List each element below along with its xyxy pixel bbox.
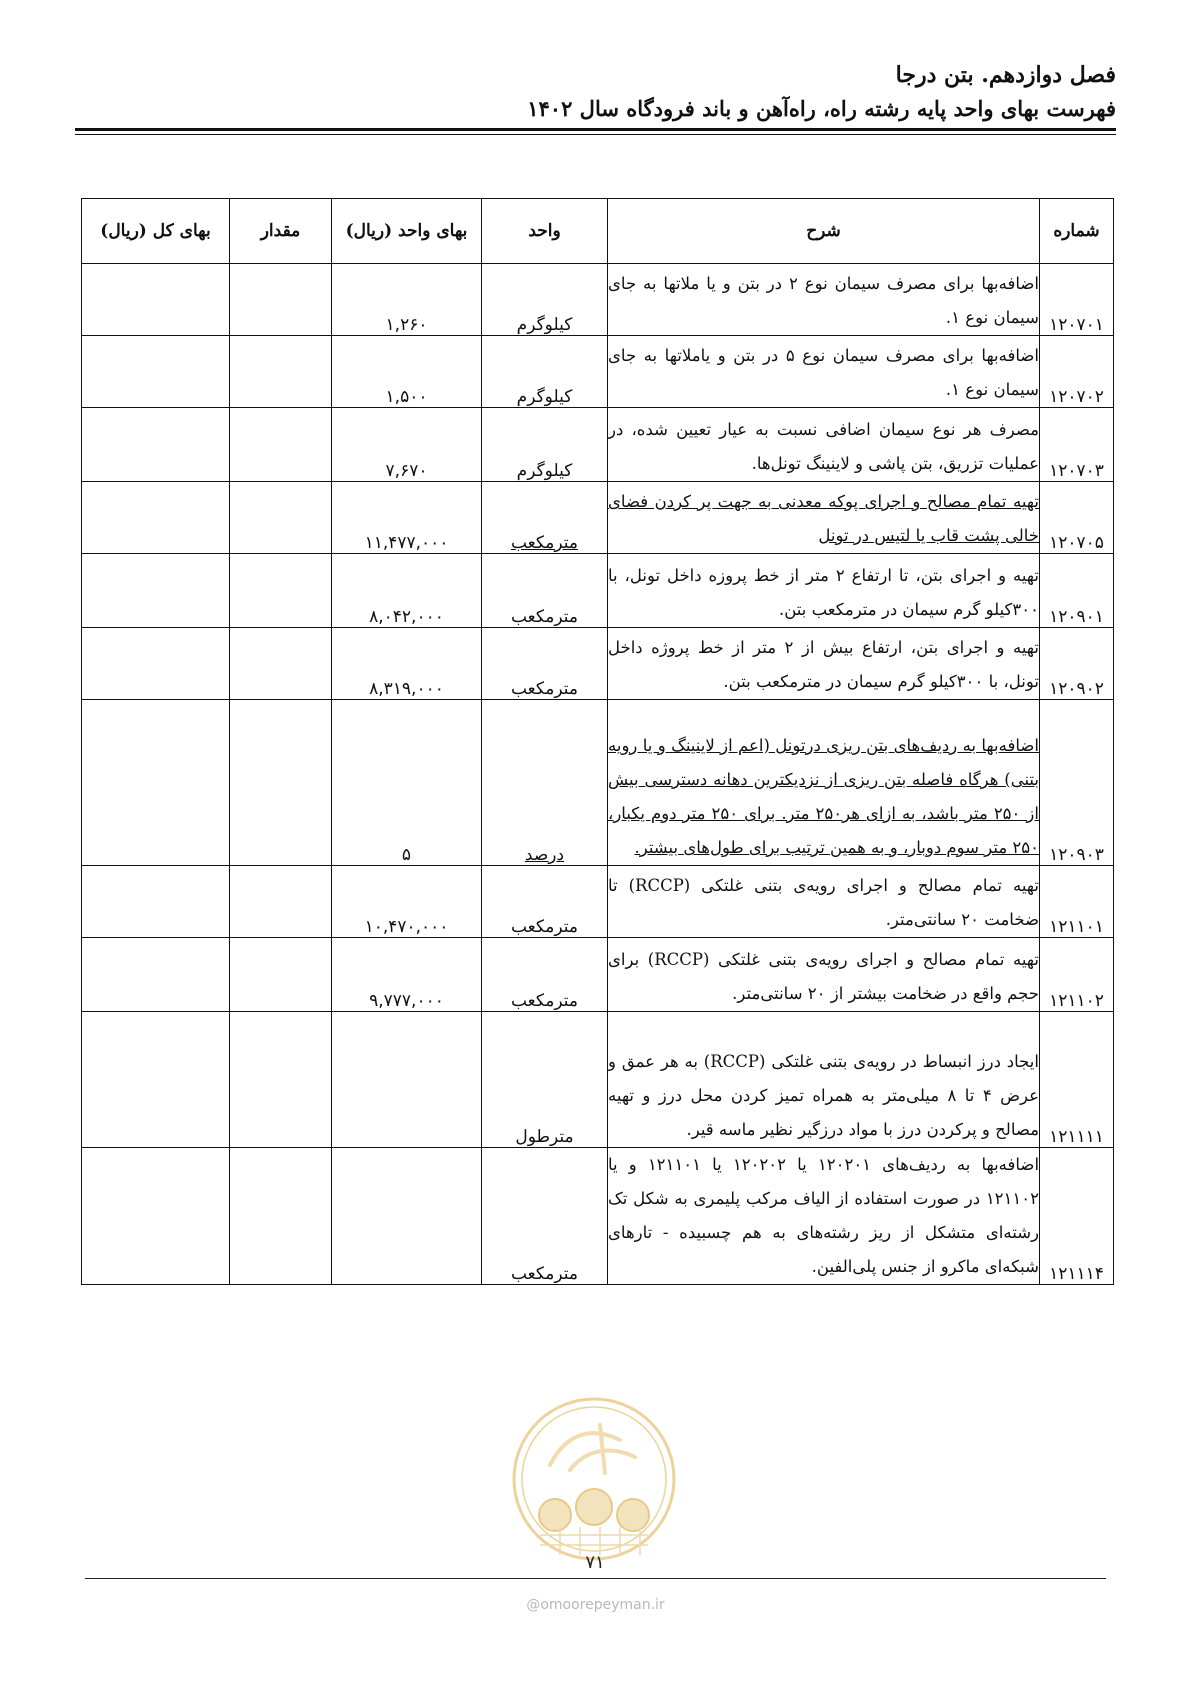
item-number	[1040, 1012, 1114, 1148]
item-total-price	[82, 938, 230, 1012]
item-unit	[482, 1148, 608, 1285]
column-header-unit-price: بهای واحد (ریال)	[332, 199, 482, 264]
item-description-text: مصرف هر نوع سیمان اضافی نسبت به عیار تعیین شده، در عملیات تزریق، بتن پاشی و لاینینگ تونل‌ها.	[608, 420, 1039, 473]
item-description-text: تهیه و اجرای بتن، ارتفاع بیش از ۲ متر از خط پروژه داخل تونل، با ۳۰۰کیلو گرم سیمان در مترمکعب بتن.	[608, 638, 1039, 691]
item-description	[608, 866, 1040, 938]
item-unit-price-text: ۸,۰۴۲,۰۰۰	[369, 607, 444, 627]
item-quantity	[230, 554, 332, 628]
item-number	[1040, 408, 1114, 482]
table-row	[82, 628, 1114, 700]
item-unit	[482, 554, 608, 628]
item-number	[1040, 628, 1114, 700]
item-total-price	[82, 482, 230, 554]
item-quantity	[230, 1148, 332, 1285]
header-rule-thin	[75, 134, 1116, 135]
item-unit-price	[332, 628, 482, 700]
item-quantity	[230, 482, 332, 554]
item-number-text: ۱۲۱۱۱۱	[1049, 1127, 1104, 1147]
item-number	[1040, 482, 1114, 554]
table-row	[82, 1148, 1114, 1285]
item-unit-price	[332, 1148, 482, 1285]
table-row	[82, 1012, 1114, 1148]
table-row	[82, 408, 1114, 482]
item-unit-price	[332, 264, 482, 336]
table-row	[82, 866, 1114, 938]
item-unit-text: مترمکعب	[510, 917, 578, 937]
item-unit-text: مترمکعب	[510, 991, 578, 1011]
item-description-text: اضافه‌بها به ردیف‌های ۱۲۰۲۰۱ یا ۱۲۰۲۰۲ یا ۱۲۱۱۰۱ و یا ۱۲۱۱۰۲ در صورت استفاده از الیاف مرکب پلیمری به شکل تک رشته‌ای متشکل از ریز رشته‌های به هم چسبیده - تارهای شبکه‌ای ماکرو از جنس پلی‌الفین.	[608, 1155, 1040, 1276]
column-header-description: شرح	[608, 199, 1040, 264]
item-unit-text: مترطول	[515, 1127, 574, 1147]
table-row	[82, 938, 1114, 1012]
item-number-text: ۱۲۰۷۰۵	[1049, 533, 1104, 553]
item-unit	[482, 336, 608, 408]
item-quantity	[230, 628, 332, 700]
item-number	[1040, 554, 1114, 628]
item-number	[1040, 700, 1114, 866]
item-unit-text: درصد	[524, 845, 565, 865]
item-unit-text: مترمکعب	[510, 679, 578, 699]
column-header-quantity: مقدار	[230, 199, 332, 264]
item-total-price	[82, 554, 230, 628]
item-description	[608, 628, 1040, 700]
item-description-text: ایجاد درز انبساط در رویه‌ی بتنی غلتکی (RCCP) به هر عمق و عرض ۴ تا ۸ میلی‌متر به همراه تمیز کردن محل درز و تهیه مصالح و پرکردن درز با مواد درزگیر نظیر ماسه قیر.	[608, 1052, 1039, 1139]
item-description	[608, 482, 1040, 554]
item-unit-price	[332, 1012, 482, 1148]
item-description-text: تهیه تمام مصالح و اجرای رویه‌ی بتنی غلتکی (RCCP) تا ضخامت ۲۰ سانتی‌متر.	[608, 876, 1039, 929]
item-unit-price	[332, 408, 482, 482]
item-number	[1040, 938, 1114, 1012]
item-description	[608, 336, 1040, 408]
item-total-price	[82, 866, 230, 938]
page-number: ۷۱	[585, 1552, 605, 1573]
item-unit-price	[332, 482, 482, 554]
item-number-text: ۱۲۰۹۰۱	[1049, 607, 1104, 627]
item-description	[608, 1012, 1040, 1148]
item-number-text: ۱۲۰۷۰۱	[1049, 315, 1104, 335]
table-row	[82, 264, 1114, 336]
item-description	[608, 1148, 1040, 1285]
item-unit	[482, 1012, 608, 1148]
item-total-price	[82, 408, 230, 482]
item-unit-text: مترمکعب	[510, 1264, 578, 1284]
item-unit-price	[332, 336, 482, 408]
item-unit-text: کیلوگرم	[516, 387, 573, 407]
item-unit	[482, 700, 608, 866]
item-number	[1040, 1148, 1114, 1285]
footer-rule	[85, 1578, 1106, 1579]
item-unit-price-text: ۷,۶۷۰	[385, 461, 428, 481]
item-total-price	[82, 700, 230, 866]
item-quantity	[230, 408, 332, 482]
item-number-text: ۱۲۱۱۰۱	[1049, 917, 1104, 937]
item-total-price	[82, 264, 230, 336]
item-number-text: ۱۲۱۱۰۲	[1049, 991, 1104, 1011]
item-description	[608, 408, 1040, 482]
item-unit-price	[332, 938, 482, 1012]
page-header	[75, 58, 1116, 126]
item-unit-price-text: ۹,۷۷۷,۰۰۰	[369, 991, 444, 1011]
item-number-text: ۱۲۰۷۰۲	[1049, 387, 1104, 407]
item-number	[1040, 866, 1114, 938]
omoore-peyman-seal-icon	[510, 1395, 678, 1563]
column-header-unit: واحد	[482, 199, 608, 264]
item-unit	[482, 264, 608, 336]
table-header-row	[82, 199, 1114, 264]
item-description	[608, 554, 1040, 628]
item-unit-text: مترمکعب	[510, 607, 578, 627]
item-unit-price-text: ۱,۲۶۰	[385, 315, 428, 335]
item-number	[1040, 336, 1114, 408]
item-unit-text: کیلوگرم	[516, 315, 573, 335]
item-description-text: تهیه و اجرای بتن، تا ارتفاع ۲ متر از خط پروزه داخل تونل، با ۳۰۰کیلو گرم سیمان در مترمکعب بتن.	[608, 566, 1039, 619]
table-row	[82, 700, 1114, 866]
table-body	[82, 264, 1114, 1285]
table-row	[82, 336, 1114, 408]
item-unit-text: کیلوگرم	[516, 461, 573, 481]
item-quantity	[230, 1012, 332, 1148]
item-quantity	[230, 700, 332, 866]
item-unit-price-text: ۵	[401, 845, 412, 865]
price-list-table	[81, 198, 1114, 1285]
item-unit	[482, 408, 608, 482]
item-description-text: تهیه تمام مصالح و اجرای رویه‌ی بتنی غلتکی (RCCP) برای حجم واقع در ضخامت بیشتر از ۲۰ سانتی‌متر.	[608, 950, 1039, 1003]
item-quantity	[230, 264, 332, 336]
item-unit	[482, 482, 608, 554]
chapter-title: فصل دوازدهم. بتن درجا	[895, 62, 1116, 88]
item-unit-price-text: ۱,۵۰۰	[385, 387, 428, 407]
item-description-text: اضافه‌بها برای مصرف سیمان نوع ۵ در بتن و یاملاتها به جای سیمان نوع ۱.	[608, 346, 1039, 399]
item-quantity	[230, 336, 332, 408]
item-unit-price	[332, 554, 482, 628]
item-unit	[482, 938, 608, 1012]
item-unit-price-text: ۱۰,۴۷۰,۰۰۰	[364, 917, 449, 937]
item-number	[1040, 264, 1114, 336]
item-total-price	[82, 628, 230, 700]
item-number-text: ۱۲۰۹۰۳	[1049, 845, 1104, 865]
item-unit-price	[332, 866, 482, 938]
item-number-text: ۱۲۰۷۰۳	[1049, 461, 1104, 481]
item-number-text: ۱۲۰۹۰۲	[1049, 679, 1104, 699]
item-unit	[482, 866, 608, 938]
item-unit-price-text: ۸,۳۱۹,۰۰۰	[369, 679, 444, 699]
table-row	[82, 482, 1114, 554]
item-total-price	[82, 1148, 230, 1285]
item-unit-price	[332, 700, 482, 866]
item-description-text: تهیه تمام مصالح و اجرای پوکه معدنی به جهت پر کردن فضای خالی پشت قاب یا لتیس در تونل	[608, 492, 1039, 545]
website-watermark: @omoorepeyman.ir	[526, 1597, 665, 1613]
item-unit	[482, 628, 608, 700]
item-description	[608, 264, 1040, 336]
item-number-text: ۱۲۱۱۱۴	[1049, 1264, 1104, 1284]
item-description	[608, 938, 1040, 1012]
item-unit-text: مترمکعب	[510, 533, 578, 553]
item-unit-price-text: ۱۱,۴۷۷,۰۰۰	[364, 533, 449, 553]
item-total-price	[82, 1012, 230, 1148]
column-header-total-price: بهای کل (ریال)	[82, 199, 230, 264]
item-description	[608, 700, 1040, 866]
item-total-price	[82, 336, 230, 408]
item-description-text: اضافه‌بها به ردیف‌های بتن ریزی درتونل (اعم از لاینینگ و یا رویه بتنی) هرگاه فاصله بتن ریزی از نزدیکترین دهانه دسترسی بیش از ۲۵۰ متر باشد، به ازای هر۲۵۰ متر. برای ۲۵۰ متر دوم یکبار، ۲۵۰ متر سوم دوبار، و به همین ترتیب برای طول‌های بیشتر.	[608, 736, 1039, 857]
header-rule-thick	[75, 128, 1116, 131]
column-header-number: شماره	[1040, 199, 1114, 264]
item-quantity	[230, 938, 332, 1012]
item-description-text: اضافه‌بها برای مصرف سیمان نوع ۲ در بتن و یا ملاتها به جای سیمان نوع ۱.	[608, 274, 1039, 327]
item-quantity	[230, 866, 332, 938]
document-title: فهرست بهای واحد پایه رشته راه، راه‌آهن و باند فرودگاه سال ۱۴۰۲	[527, 96, 1116, 121]
table-row	[82, 554, 1114, 628]
